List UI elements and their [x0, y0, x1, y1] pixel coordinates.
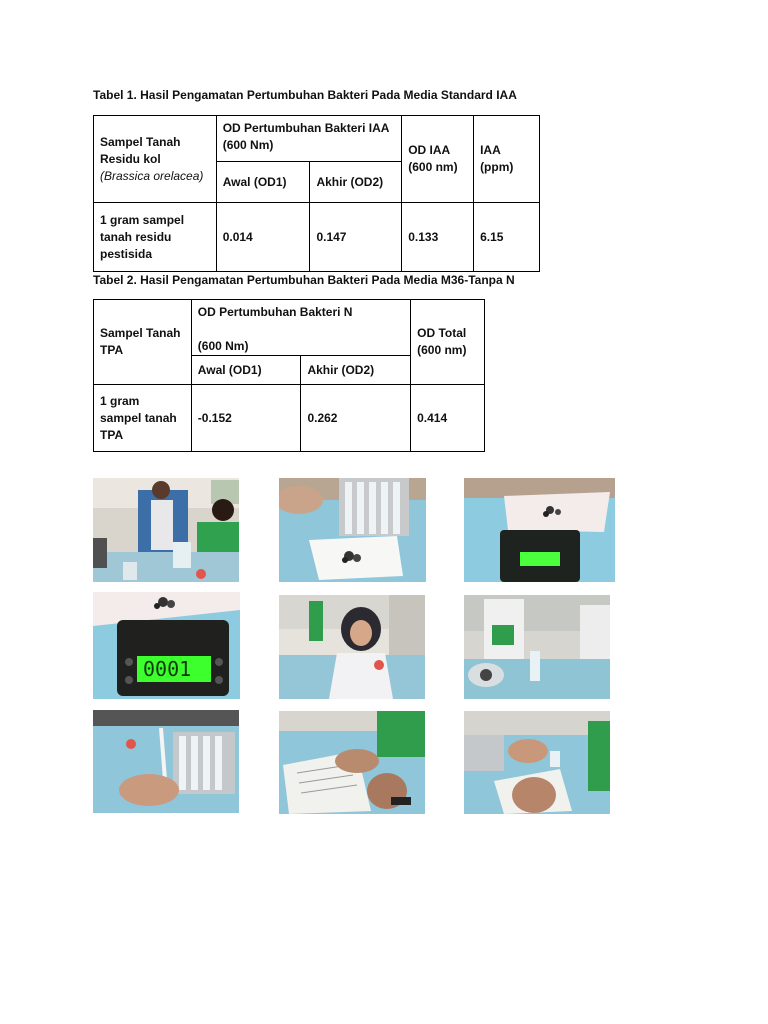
table1-cell-awal: 0.014 — [216, 203, 310, 272]
table1-header-awal: Awal (OD1) — [216, 162, 310, 203]
table1-cell-sample: 1 gram sampel tanah residu pestisida — [94, 203, 217, 272]
photo-pipette-tubes — [93, 710, 239, 813]
table2-cell-od-total: 0.414 — [411, 385, 485, 452]
table1-cell-akhir: 0.147 — [310, 203, 402, 272]
photo-group-working — [464, 595, 610, 699]
photo-notes-writing — [279, 711, 425, 814]
table1-header-iaa: IAA (ppm) — [474, 116, 540, 203]
photo-sample-handling — [464, 711, 610, 814]
table2-cell-awal: -0.152 — [191, 385, 301, 452]
photo-test-tube-rack — [279, 478, 426, 582]
table2-header-od-group: OD Pertumbuhan Bakteri N (600 Nm) — [191, 300, 410, 356]
table2-cell-sample: 1 gram sampel tanah TPA — [94, 385, 192, 452]
table2-header-od-total: OD Total (600 nm) — [411, 300, 485, 385]
table1-cell-iaa: 6.15 — [474, 203, 540, 272]
photo-student-hijab — [279, 595, 425, 699]
table1-header-sample: Sampel Tanah Residu kol (Brassica orelacea) — [94, 116, 217, 203]
table2-header-awal: Awal (OD1) — [191, 356, 301, 385]
photo-scale-paper — [464, 478, 615, 582]
scale-readout: 0001 — [143, 657, 192, 681]
photo-digital-scale — [93, 592, 240, 699]
table1-header-od-iaa: OD IAA (600 nm) — [402, 116, 474, 203]
table2-header-akhir: Akhir (OD2) — [301, 356, 411, 385]
table2-caption: Tabel 2. Hasil Pengamatan Pertumbuhan Bakteri Pada Media M36-Tanpa N — [93, 273, 515, 287]
photo-lab-students — [93, 478, 239, 582]
table1 — [93, 115, 540, 272]
table1-row — [94, 203, 540, 272]
table1-caption: Tabel 1. Hasil Pengamatan Pertumbuhan Bakteri Pada Media Standard IAA — [93, 88, 517, 102]
table2-cell-akhir: 0.262 — [301, 385, 411, 452]
table1-header-od-group: OD Pertumbuhan Bakteri IAA (600 Nm) — [216, 116, 402, 162]
table2-header-sample: Sampel Tanah TPA — [94, 300, 192, 385]
table1-header-akhir: Akhir (OD2) — [310, 162, 402, 203]
table1-cell-od-iaa: 0.133 — [402, 203, 474, 272]
table2 — [93, 299, 485, 452]
table2-row — [94, 385, 485, 452]
